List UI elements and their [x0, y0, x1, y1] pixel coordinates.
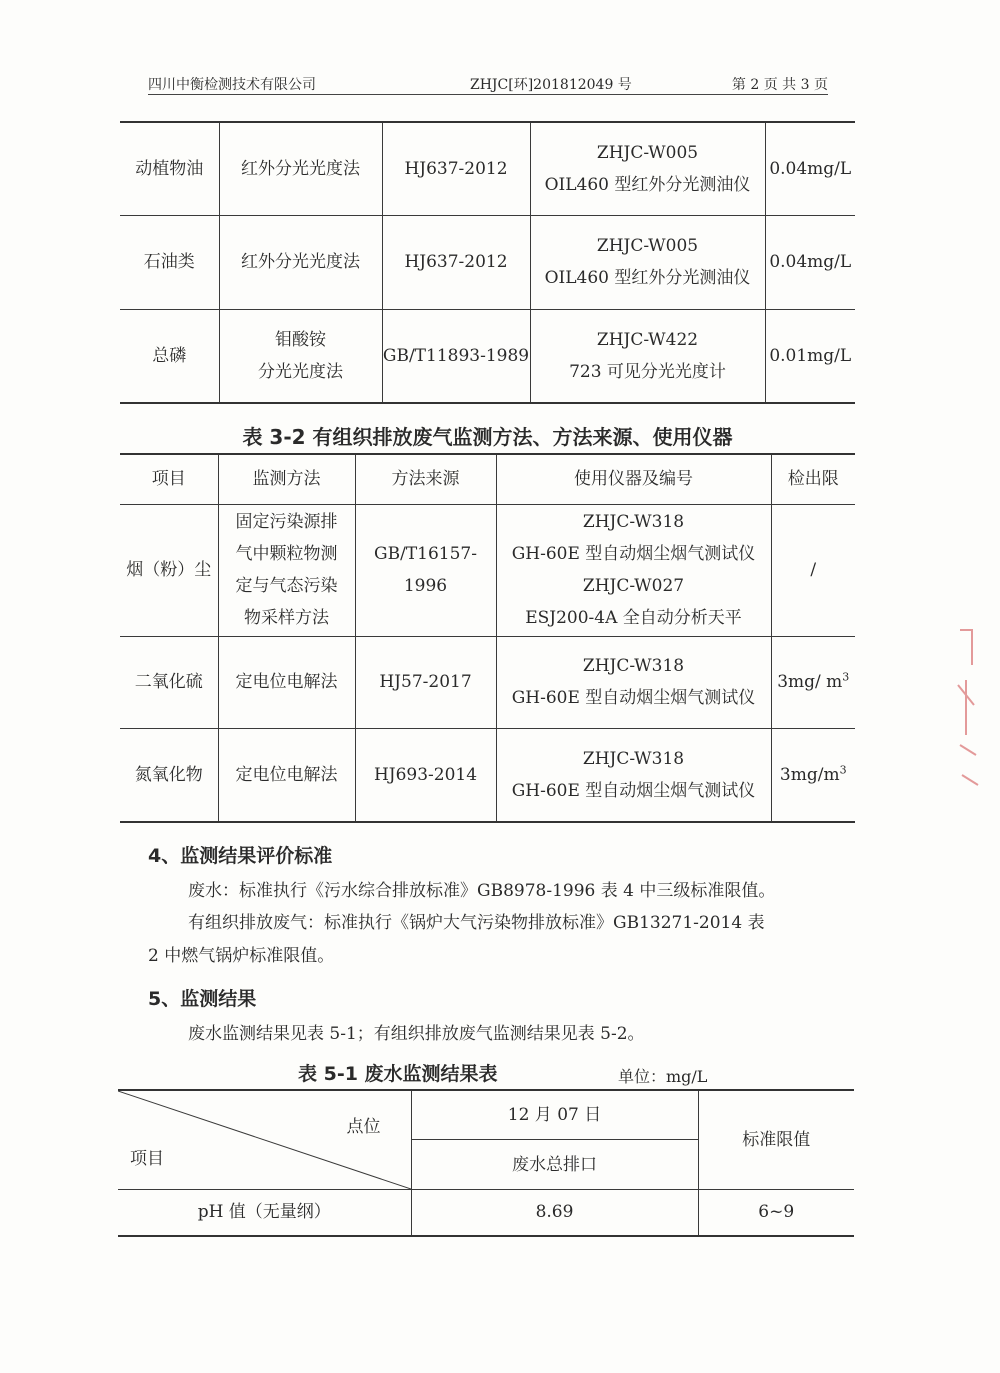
method-line: 钼酸铵	[275, 329, 326, 350]
limit-value: 3mg/ m	[777, 672, 843, 692]
header-item: 项目	[120, 454, 218, 504]
cell-item: pH 值（无量纲）	[118, 1190, 411, 1236]
instrument-name: 723 可见分光光度计	[569, 361, 726, 382]
cell-item: 石油类	[120, 215, 219, 309]
limit-exponent: 3	[842, 670, 850, 684]
table-header-row	[118, 1090, 854, 1140]
cell-source: GB/T16157-1996	[355, 504, 496, 636]
cell-limit	[771, 636, 855, 728]
header-instrument: 使用仪器及编号	[496, 454, 771, 504]
header-date: 12 月 07 日	[411, 1090, 698, 1140]
table-5-1-unit: 单位：mg/L	[618, 1067, 708, 1086]
instrument-id: ZHJC-W318	[582, 656, 685, 676]
diagonal-header-cell	[118, 1090, 411, 1190]
cell-standard: 6~9	[698, 1190, 854, 1236]
table-row	[120, 636, 855, 728]
cell-method: 定电位电解法	[218, 728, 355, 822]
item-label: 项目	[130, 1149, 164, 1169]
method-line: 分光光度法	[258, 361, 343, 382]
instrument-id: ZHJC-W318	[582, 512, 685, 532]
cell-instrument	[496, 728, 771, 822]
section-4-paragraph: 有组织排放废气：标准执行《锅炉大气污染物排放标准》GB13271-2014 表	[188, 913, 765, 933]
cell-method: 红外分光光度法	[219, 122, 382, 215]
cell-instrument	[530, 122, 765, 215]
header-location: 废水总排口	[411, 1140, 698, 1190]
header-source: 方法来源	[355, 454, 496, 504]
instrument-name: GH-60E 型自动烟尘烟气测试仪	[511, 780, 756, 801]
table-row	[120, 215, 855, 309]
point-label: 点位	[346, 1117, 381, 1137]
cell-source: HJ637-2012	[382, 122, 530, 215]
limit-value: 3mg/m	[779, 764, 840, 785]
cell-limit	[771, 728, 855, 822]
table-5-1	[118, 1089, 854, 1237]
cell-method	[218, 504, 355, 636]
instrument-id: ZHJC-W005	[596, 236, 699, 256]
section-4-paragraph: 2 中燃气锅炉标准限值。	[148, 946, 335, 966]
cell-source: HJ57-2017	[355, 636, 496, 728]
table-row	[118, 1190, 854, 1236]
header-method: 监测方法	[218, 454, 355, 504]
table-row	[120, 122, 855, 215]
cell-limit: 0.04mg/L	[765, 215, 855, 309]
page-number: 第 2 页 共 3 页	[731, 77, 828, 93]
cell-value: 8.69	[411, 1190, 698, 1236]
company-name: 四川中衡检测技术有限公司	[148, 77, 316, 93]
header-standard: 标准限值	[698, 1090, 854, 1190]
cell-method	[219, 309, 382, 403]
header-limit: 检出限	[771, 454, 855, 504]
table-3-1-continued	[120, 121, 855, 404]
cell-source: GB/T11893-1989	[382, 309, 530, 403]
cell-source: HJ693-2014	[355, 728, 496, 822]
instrument-name: GH-60E 型自动烟尘烟气测试仪	[511, 688, 756, 708]
cell-instrument	[496, 636, 771, 728]
section-5-paragraph: 废水监测结果见表 5-1；有组织排放废气监测结果见表 5-2。	[188, 1024, 645, 1044]
report-number: ZHJC[环]201812049 号	[470, 77, 632, 93]
method-line: 物采样方法	[244, 608, 329, 628]
cell-instrument	[530, 215, 765, 309]
instrument-id: ZHJC-W318	[582, 748, 685, 769]
table-3-2-caption: 表 3-2 有组织排放废气监测方法、方法来源、使用仪器	[242, 425, 733, 449]
cell-method: 红外分光光度法	[219, 215, 382, 309]
page-header	[148, 72, 828, 95]
instrument-name: GH-60E 型自动烟尘烟气测试仪	[511, 544, 756, 564]
method-line: 定与气态污染	[235, 576, 338, 596]
table-3-2	[120, 453, 855, 823]
cell-limit: 0.01mg/L	[765, 309, 855, 403]
cell-method: 定电位电解法	[218, 636, 355, 728]
cell-instrument	[530, 309, 765, 403]
cell-limit: 0.04mg/L	[765, 122, 855, 215]
limit-exponent: 3	[839, 763, 847, 777]
method-line: 固定污染源排	[235, 512, 338, 532]
cell-instrument	[496, 504, 771, 636]
instrument-name: ESJ200-4A 全自动分析天平	[525, 608, 742, 628]
table-row	[120, 728, 855, 822]
section-4-paragraph: 废水：标准执行《污水综合排放标准》GB8978-1996 表 4 中三级标准限值。	[188, 881, 776, 901]
instrument-name: OIL460 型红外分光测油仪	[544, 268, 751, 288]
cell-item: 二氧化硫	[120, 636, 218, 728]
table-row	[120, 309, 855, 403]
cell-item: 烟（粉）尘	[120, 504, 218, 636]
red-stamp-fragment	[952, 625, 982, 795]
section-5-title: 5、监测结果	[148, 988, 257, 1010]
instrument-id: ZHJC-W422	[596, 329, 699, 350]
method-line: 气中颗粒物测	[235, 544, 338, 564]
table-5-1-caption: 表 5-1 废水监测结果表	[298, 1063, 498, 1085]
cell-item: 氮氧化物	[120, 728, 218, 822]
instrument-id: ZHJC-W027	[582, 576, 685, 596]
cell-item: 总磷	[120, 309, 219, 403]
cell-item: 动植物油	[120, 122, 219, 215]
cell-source: HJ637-2012	[382, 215, 530, 309]
table-row	[120, 504, 855, 636]
table-header-row	[120, 454, 855, 504]
cell-limit: /	[771, 504, 855, 636]
instrument-name: OIL460 型红外分光测油仪	[544, 174, 751, 195]
instrument-id: ZHJC-W005	[596, 142, 699, 163]
section-4-title: 4、监测结果评价标准	[148, 845, 333, 867]
